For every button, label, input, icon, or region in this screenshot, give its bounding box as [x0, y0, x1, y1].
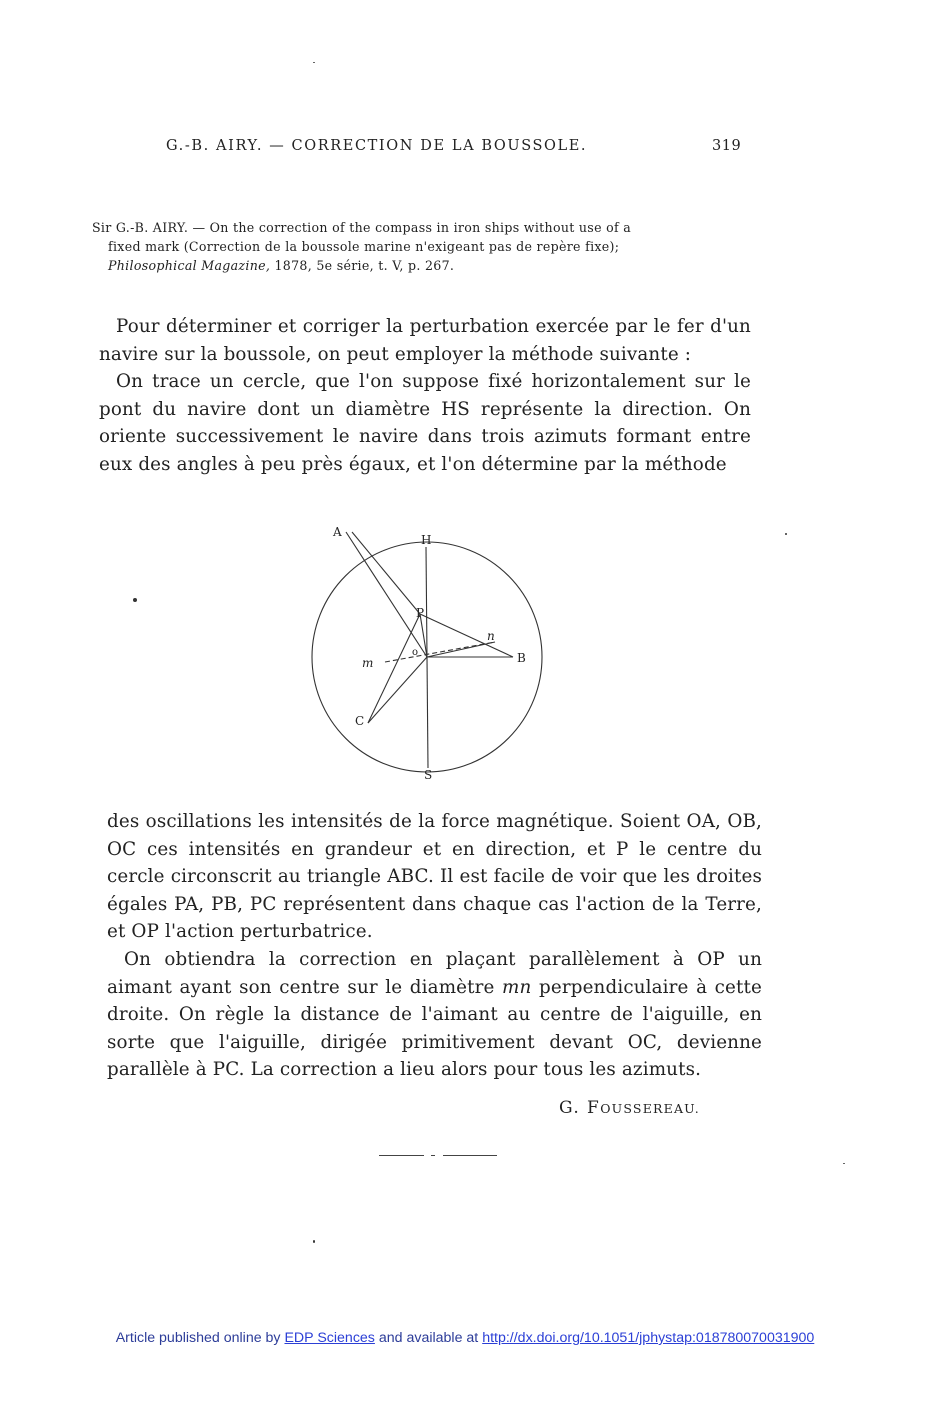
- variable-mn: mn: [502, 976, 532, 998]
- body-text-top: [99, 313, 751, 479]
- label-b: B: [517, 651, 526, 665]
- line-oa: [346, 532, 427, 657]
- scan-speck: [313, 62, 315, 63]
- citation-line-2: fixed mark (Correction de la boussole marine n'exigeant pas de repère fixe);: [108, 239, 620, 254]
- label-a: A: [333, 525, 342, 539]
- footer-prefix: Article published online by: [115, 1330, 285, 1346]
- label-h: H: [421, 533, 432, 547]
- end-rule: [443, 1155, 497, 1156]
- signature-name-first: F: [587, 1098, 601, 1118]
- end-rule: [431, 1155, 435, 1156]
- paragraph: des oscillations les intensités de la force magnétique. Soient OA, OB, OC ces intensités en grandeur et en direction, et P le centre du cercle circonscrit au triangle ABC. Il est facile de voir que les droites égales PA, PB, PC représentent dans chaque cas l'action de la Terre, et OP l'action perturbatrice.: [107, 811, 762, 943]
- scan-speck: [133, 598, 137, 602]
- paragraph-part: perpendiculaire à cette droite. On règle la distance de l'aimant au centre de l'aiguille, en sorte que l'aiguille, dirigée primitivement devant OC, devienne parallèle à PC. La correction a lieu alors pour tous les azimuts.: [107, 976, 762, 1081]
- label-s: S: [424, 768, 433, 782]
- geometric-diagram: [300, 520, 560, 785]
- page-number: 319: [712, 138, 742, 154]
- label-p: P: [416, 606, 425, 620]
- citation-line-1: Sir G.-B. AIRY. — On the correction of the compass in iron ships without use of a: [92, 220, 632, 235]
- paragraph: On trace un cercle, que l'on suppose fixé horizontalement sur le pont du navire dont un diamètre HS représente la direction. On oriente successivement le navire dans trois azimuts formant entre eux des angles à peu près égaux, et l'on détermine par la méthode: [99, 371, 751, 475]
- end-rule: [379, 1155, 424, 1156]
- label-o: o: [412, 647, 419, 658]
- body-text-bottom: [107, 808, 762, 1084]
- citation: [92, 218, 752, 275]
- line-oc: [368, 657, 427, 723]
- label-c: C: [355, 714, 365, 728]
- citation-details: 1878, 5e série, t. V, p. 267.: [270, 258, 455, 273]
- line-op: [420, 614, 427, 657]
- footer-middle: and available at: [374, 1330, 483, 1346]
- publisher-link[interactable]: EDP Sciences: [284, 1330, 375, 1346]
- line-pb: [420, 614, 513, 657]
- running-head: [0, 138, 930, 158]
- paragraph-part: On obtiendra la correction en plaçant parallèlement à OP un aimant ayant son centre sur le diamètre: [107, 948, 762, 998]
- paragraph: Pour déterminer et corriger la perturbation exercée par le fer d'un navire sur la boussole, on peut employer la méthode suivante :: [99, 316, 751, 365]
- author-signature: [559, 1098, 700, 1118]
- doi-link[interactable]: http://dx.doi.org/10.1051/jphystap:018780070031900: [482, 1330, 815, 1346]
- publisher-footer: [0, 1330, 930, 1346]
- signature-initial: G.: [559, 1098, 581, 1118]
- scan-speck: [785, 533, 787, 535]
- running-title: G.-B. AIRY. — CORRECTION DE LA BOUSSOLE.: [166, 138, 588, 154]
- scan-speck: [843, 1163, 845, 1164]
- line-pc: [368, 614, 420, 723]
- line-on: [427, 642, 495, 657]
- citation-line-3: [92, 256, 752, 275]
- paragraph: [107, 946, 762, 1084]
- label-m: m: [362, 656, 374, 670]
- scan-speck: [313, 1240, 315, 1243]
- citation-journal: Philosophical Magazine,: [108, 258, 271, 273]
- line-pa: [352, 532, 420, 614]
- signature-name-rest: OUSSEREAU.: [600, 1101, 700, 1116]
- label-n: n: [487, 629, 495, 643]
